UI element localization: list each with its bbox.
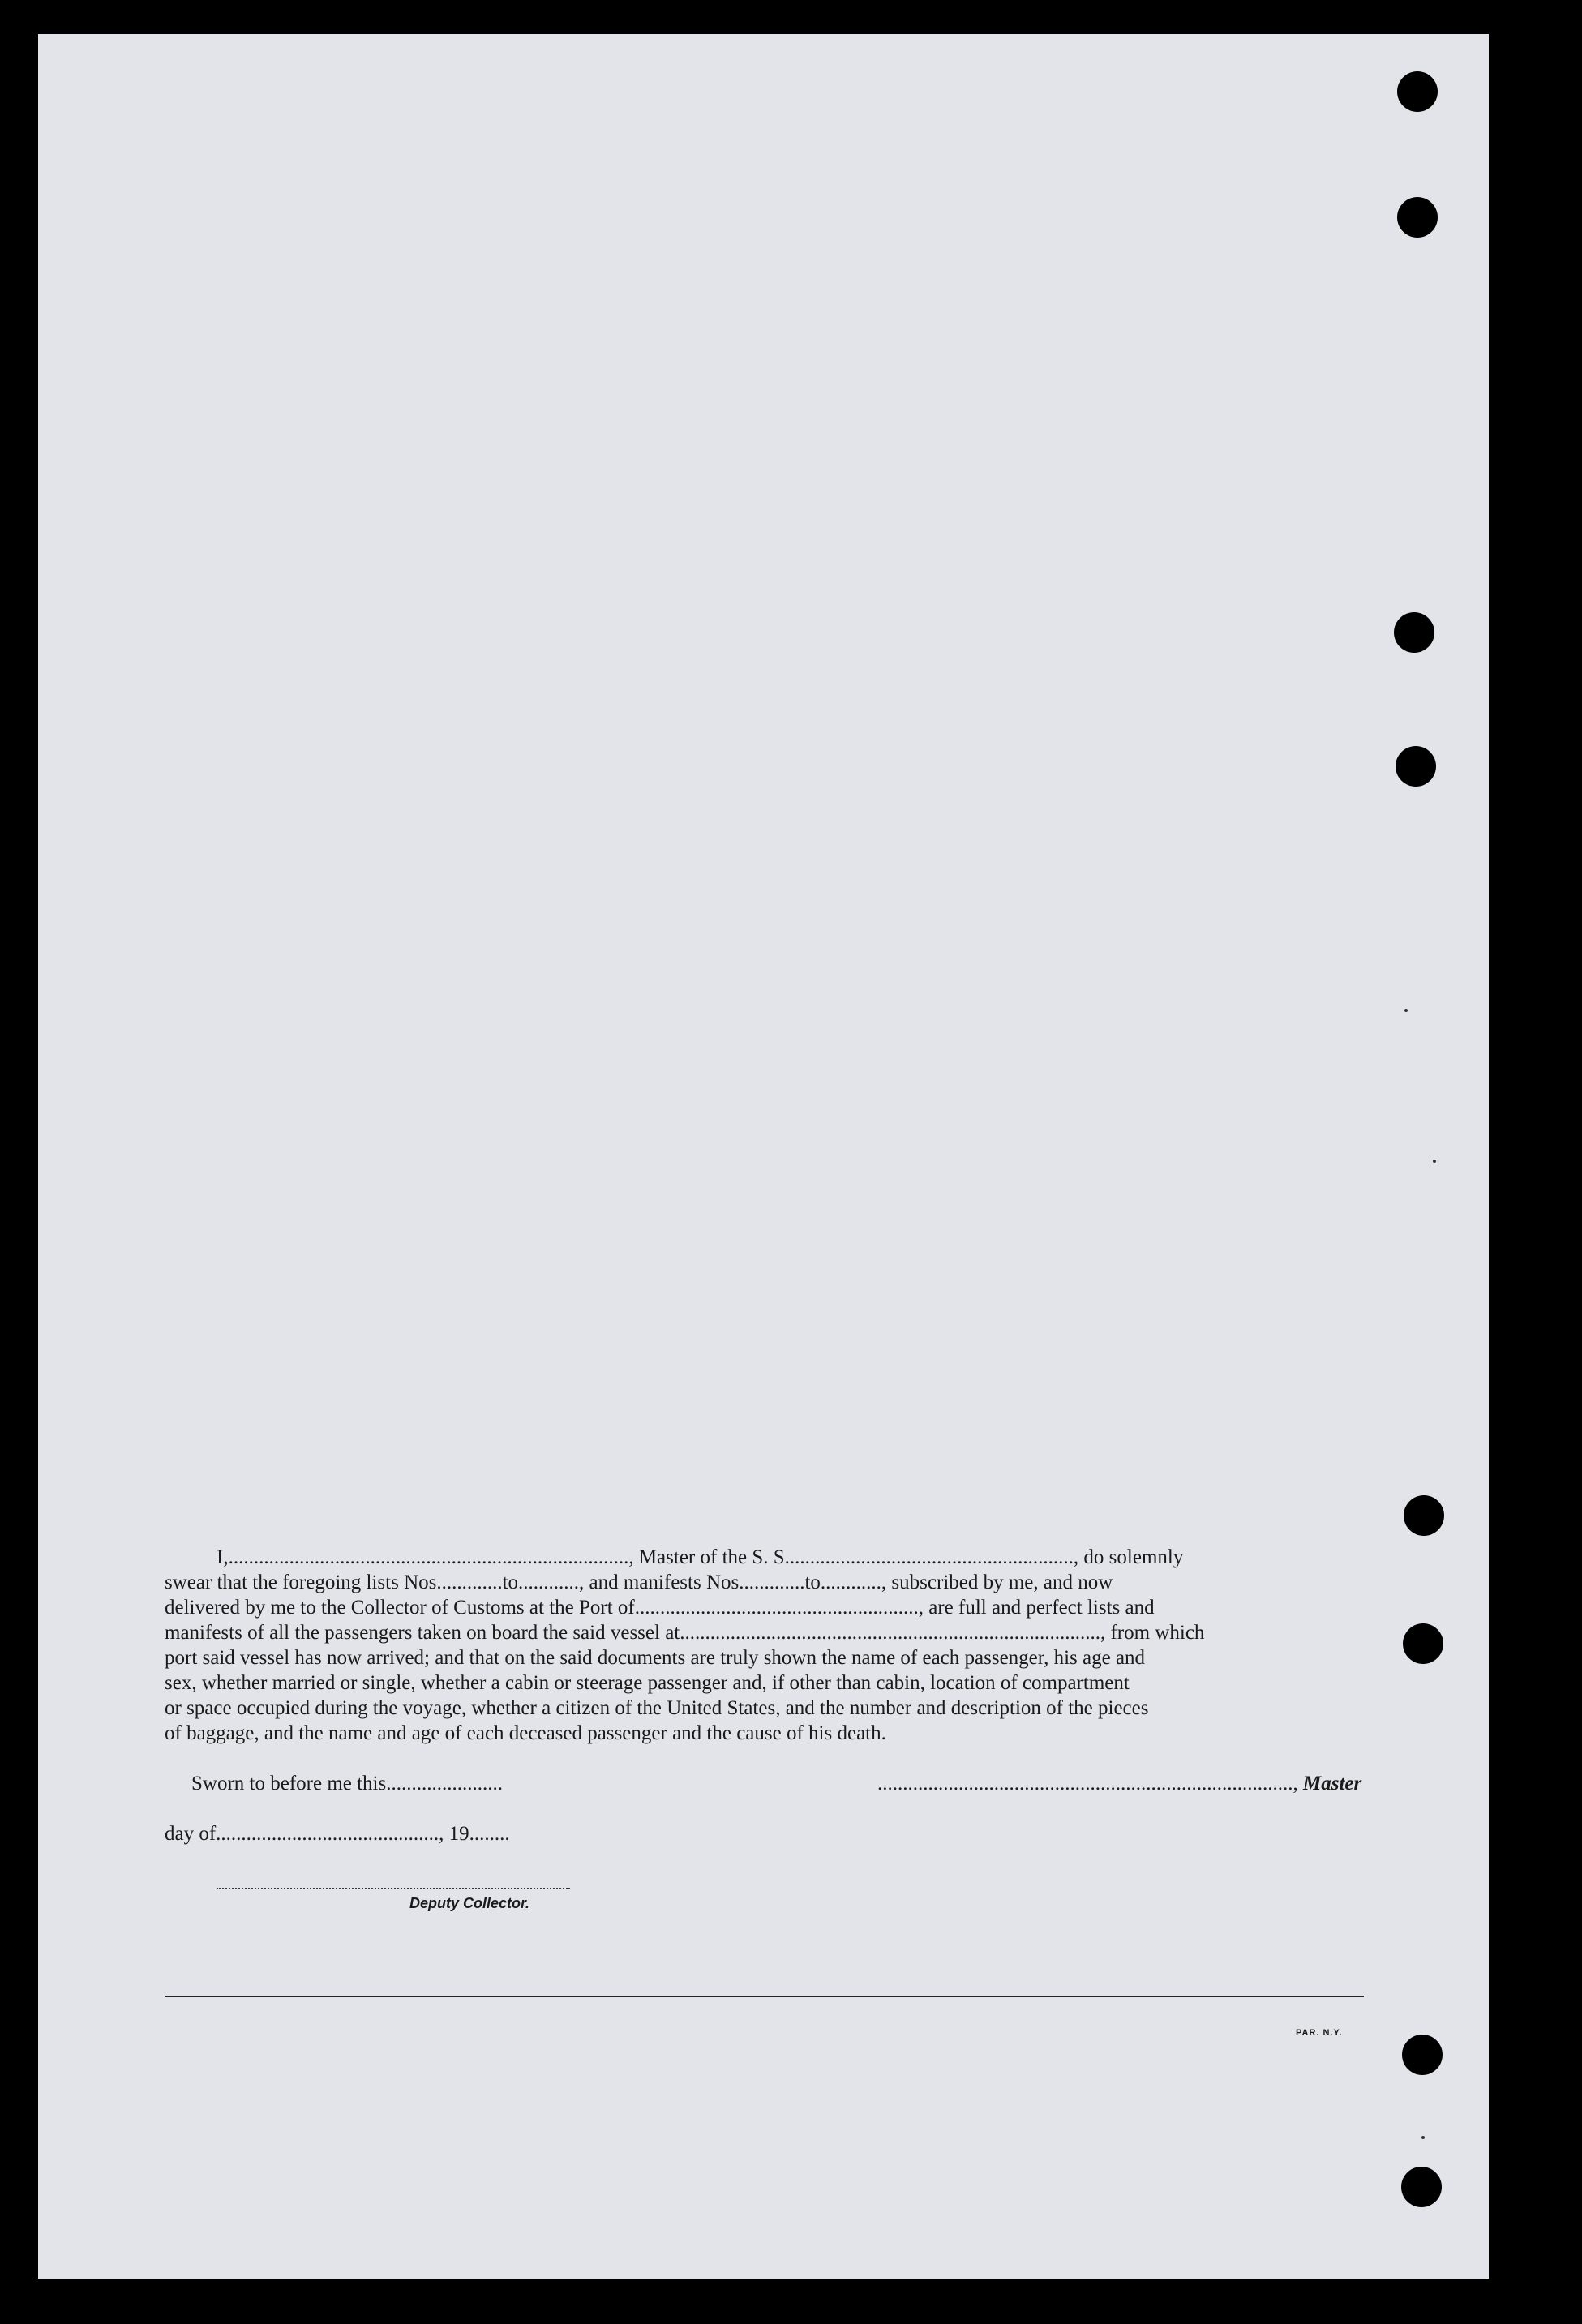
punch-hole	[1401, 2167, 1442, 2207]
oath-line: of baggage, and the name and age of each deceased passenger and the cause of his death.	[165, 1722, 886, 1744]
punch-hole	[1396, 746, 1436, 787]
oath-line: swear that the foregoing lists Nos.............to............, and manifests Nos.............to............, subscribed by me, and now	[165, 1571, 1113, 1593]
master-signature-line	[877, 1773, 1361, 1795]
day-of-line: day of............................................, 19........	[165, 1823, 510, 1845]
sworn-line: Sworn to before me this.......................	[191, 1773, 503, 1794]
oath-line: port said vessel has now arrived; and that on the said documents are truly shown the name of each passenger, his age and	[165, 1647, 1146, 1669]
punch-hole	[1397, 197, 1438, 238]
oath-line: sex, whether married or single, whether a cabin or steerage passenger and, if other than cabin, location of compartment	[165, 1672, 1130, 1694]
punch-hole	[1402, 2035, 1443, 2075]
oath-line: manifests of all the passengers taken on board the said vessel at..................................................................................., from which	[165, 1622, 1205, 1644]
form-page	[38, 34, 1489, 2279]
punch-hole	[1397, 71, 1438, 112]
oath-line: delivered by me to the Collector of Customs at the Port of........................................................, are full and perfect lists and	[165, 1597, 1155, 1619]
master-label: Master	[1303, 1773, 1362, 1794]
scan-speck	[1404, 1009, 1408, 1012]
deputy-signature-line	[217, 1888, 570, 1889]
oath-line: or space occupied during the voyage, whether a citizen of the United States, and the number and description of the pieces	[165, 1697, 1149, 1719]
scan-speck	[1433, 1160, 1436, 1163]
punch-hole	[1404, 1495, 1444, 1536]
master-signature-dots: ..................................................................................,	[877, 1773, 1298, 1794]
oath-line: I,..............................................................................., Master of the S. S........................................................., do solemnly	[217, 1546, 1184, 1568]
printer-imprint: PAR. N.Y.	[1296, 2028, 1343, 2038]
punch-hole	[1394, 612, 1434, 653]
scan-speck	[1421, 2136, 1425, 2139]
masters-oath	[165, 1545, 1374, 1746]
punch-hole	[1403, 1623, 1443, 1664]
deputy-collector-label: Deputy Collector.	[409, 1895, 530, 1911]
horizontal-rule	[165, 1996, 1364, 1997]
